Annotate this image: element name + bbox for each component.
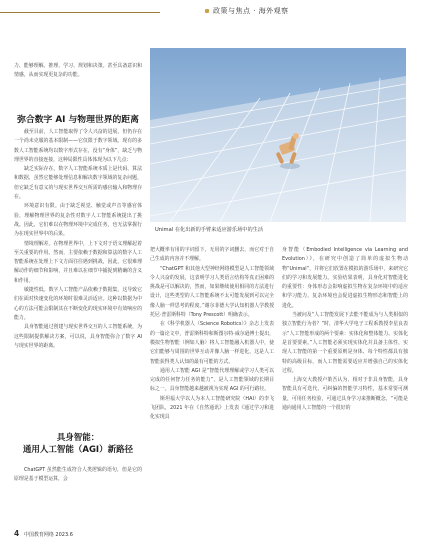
- paragraph: 斯坦福大学以人为本人工智能研究院（HAI）的李飞飞团队，2021 年在《自然通讯》上发表《通过学习和进化实现具: [150, 395, 274, 421]
- section-title-2: [14, 432, 142, 456]
- page-number: 4: [14, 529, 20, 538]
- col1-mid: [14, 128, 142, 351]
- paragraph: 力、能够理解、推理、学习、规划和决策。甚至具备意识和情感，从而实现更复杂的功能。: [14, 63, 142, 79]
- col1-top: [14, 62, 142, 81]
- col2: [150, 246, 274, 423]
- figure-caption: Unimal 在化出新的手臂来适应游乐场中的生活: [155, 227, 264, 233]
- magazine-name: 中国教育网络 2023.6: [23, 532, 73, 538]
- footer: [14, 529, 73, 538]
- header-section-label: 政策与焦点 · 海外观察: [213, 7, 289, 15]
- paragraph: 缺乏实际存在。数字人工智能系统本质上是代码、算法和数据，虽然它能够处理信息和解决数字领域的复杂问题，但它缺乏有意义的与现实世界交互所需的感官输入和物理存在。: [14, 166, 142, 201]
- section-title-2-line1: 具身智能：: [56, 433, 100, 443]
- col3: [282, 246, 408, 413]
- section-title-2-line2: 通用人工智能（AGI）新路径: [22, 445, 134, 455]
- header-square-icon: [205, 9, 209, 13]
- paragraph: 在《科学机器人（Science Robotics）》杂志上发表的一篇论文中，普雷斯科特和斯图尔特·威尔逊博士提出，模拟生物智能（例如人脑）将人工智能融入机器人中，使它们能够与周围的世界互动并像人脑一样进化，这是人工智能获得类人认知的最有可能的方式。: [150, 321, 274, 365]
- header-section: [205, 6, 289, 16]
- paragraph: 上海交大教授卢策吾认为，相对于非具身智能，具身智能具有可迭代、可纠偏的智能学习特性，基本常要可测量，可用任务校验，可通过具身学习来推断概念，“可能是通向通用人工智能的一个很好的: [282, 377, 408, 412]
- paragraph: “ChatGPT 和其他大型神经网络模型是人工智能领域令人兴奋的发展，这表明学习人类语言结构等真正困难的挑战是可以解决的，然而，如果继续使用相同的方法进行设计，这些类型的人工智能系统不太可能发展到可以完全像人脑一样思考的程度。”谢尔菲德大学认知机器人学教授托尼·普雷斯科特（Tony Prescott）明确表示。: [150, 265, 274, 319]
- paragraph: 截至目前，人工智能取得了令人兴奋的进展，但仍存在一个尚未克服的基本限制——它仅限于数字领域。现有的多数人工智能系统均以数字形式存在，没有“身体”，缺乏与物理世界的直接连接，这种局限性具体体现为以下几点：: [14, 129, 142, 163]
- paragraph: 当被问及“人工智能发展下去能不能成为与人类相似的独立智能行为者？”时，清华大学电子工程系教授李星良表示“人工智能形成的两个要素：实体化和整体能力、实体化是首要要素。”人工智能必须实现实体化并具备主体性，实现人工智能的第一个重要原则是身体、每个特性都具有独特的高级目标，而人工智能需要适应并增强自己的实体化过程。: [282, 312, 408, 374]
- paragraph: 把大概率有用的字词留下，无用的字词删去，而它对于自己生成的内容并不理解。: [150, 247, 274, 263]
- paragraph: 敏捷性低。数字人工智能产品依赖于数据集，这导致它们在面对快速变化的环境时很难灵活适应。这种以数据为中心的方法可能会限制其在不断变化的现实环境中有效响应的能力。: [14, 287, 142, 321]
- section-title-1: 弥合数字 AI 与物理世界的距离: [17, 115, 139, 125]
- paragraph: 通用人工智能 AGI 是“智能代理理解或学习人类可以完成的任何智力任务的能力”，是人工智能领域的长期目标之一。具身智能越来越被视为实现 AGI 的可行路径。: [150, 367, 274, 393]
- figure-image: [150, 48, 406, 222]
- figure-illustration: [150, 48, 406, 222]
- header-band: [160, 4, 427, 22]
- paragraph: 情境理解差。在物理世界中，上下文对于语义理解起着至关重要的作用。然而，主要依赖于数据和算法的数字人工智能系统在处理上下文方面往往遇到挑战，因此，它很难理解动作的细节和影响，并且难以在细节中捕捉到精确的含义和作用。: [14, 240, 142, 284]
- paragraph: 身智能（Embodied Intelligence via Learning and Evolution）》，在研究中创造了简单的虚拟生物动物“Unimal”，并将它们放置在模拟的游乐场中，来研究它们的学习和发展能力。实验结果表明，具身化对智能进化的重要性：身体形态会影响虚拟生物在复杂环境中的适应和学习能力，复杂环境也会促进虚拟生物形态和智能上的进化。: [282, 247, 408, 309]
- paragraph: 具身智能通过创建与现实世界交互的人工智能系统，为这些限制提供解决方案，可以说，具身智能弥合了数字 AI 与现实世界的距离。: [14, 324, 142, 349]
- paragraph: 环境意识有限。由于缺乏视觉、触觉或声音等感官体验，理解物理世界的复杂性对数字人工智能系统提出了挑战。因此，它们难以在物理环境中完成任务，也无法掌握行为在现实世界中的后果。: [14, 203, 142, 238]
- col1-bottom: [14, 466, 142, 485]
- paragraph: ChatGPT 虽然能生成符合人类逻辑的语句，但是它的原理是基于模型运算，会: [14, 467, 142, 483]
